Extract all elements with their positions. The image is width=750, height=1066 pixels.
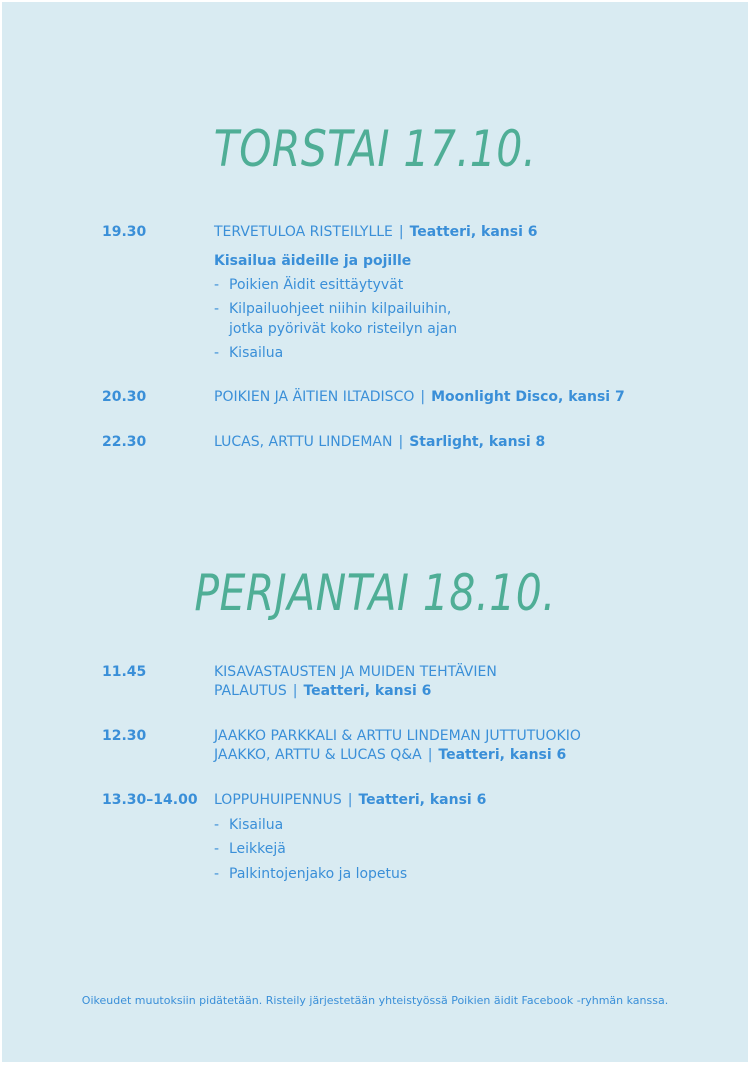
dash: - [214,301,220,317]
list-item-text: jotka pyörivät koko risteilyn ajan [229,321,458,337]
dash: - [214,866,220,882]
event-time: 20.30 [102,389,147,405]
thursday-title: TORSTAI 17.10. [213,120,537,178]
separator: | [398,434,404,450]
separator: | [427,747,433,763]
event-description [214,223,538,242]
event-description [214,433,545,452]
separator: | [398,224,404,240]
footer-note: Oikeudet muutoksiin pidätetään. Risteily järjestetään yhteistyössä Poikien äidit Facebook -ryhmän kanssa. [81,994,669,1007]
separator: | [420,389,426,405]
event-description [214,388,625,407]
event-time: 22.30 [102,434,147,450]
dash: - [214,277,220,293]
list-item-text: Kilpailuohjeet niihin kilpailuihin, [229,301,452,317]
list-item [214,839,286,859]
list-item [214,864,407,884]
event-location: Teatteri, kansi 6 [303,683,432,699]
dash: - [214,345,220,361]
dash: - [214,817,220,833]
list-item-text: Leikkejä [229,841,286,857]
dash: - [214,841,220,857]
event-time: 12.30 [102,728,147,744]
list-item [214,815,283,835]
event-title-line: KISAVASTAUSTEN JA MUIDEN TEHTÄVIEN [214,664,497,680]
friday-title: PERJANTAI 18.10. [194,564,556,622]
separator: | [347,792,353,808]
event-time: 11.45 [102,664,147,680]
list-item-text: Palkintojenjako ja lopetus [229,866,408,882]
list-item [214,343,283,363]
event-time: 19.30 [102,224,147,240]
schedule-page [2,2,748,1062]
list-item-text: Kisailua [229,345,284,361]
event-title: LOPPUHUIPENNUS [214,792,342,808]
event-description [214,791,486,810]
event-title: POIKIEN JA ÄITIEN ILTADISCO [214,389,415,405]
event-title: PALAUTUS [214,683,287,699]
event-location: Moonlight Disco, kansi 7 [431,389,625,405]
event-title: JAAKKO, ARTTU & LUCAS Q&A [214,747,422,763]
list-item [214,275,403,295]
list-item [214,299,457,339]
event-location: Teatteri, kansi 6 [409,224,538,240]
program-subtitle: Kisailua äideille ja pojille [214,253,412,269]
separator: | [292,683,298,699]
event-location: Teatteri, kansi 6 [438,747,567,763]
event-title-line: JAAKKO PARKKALI & ARTTU LINDEMAN JUTTUTUOKIO [214,728,581,744]
event-location: Starlight, kansi 8 [409,434,546,450]
event-description [214,727,581,765]
event-description [214,663,497,701]
event-title: LUCAS, ARTTU LINDEMAN [214,434,393,450]
event-time: 13.30–14.00 [102,792,198,808]
event-title: TERVETULOA RISTEILYLLE [214,224,393,240]
event-location: Teatteri, kansi 6 [358,792,487,808]
list-item-text: Poikien Äidit esittäytyvät [229,277,404,293]
list-item-text: Kisailua [229,817,284,833]
